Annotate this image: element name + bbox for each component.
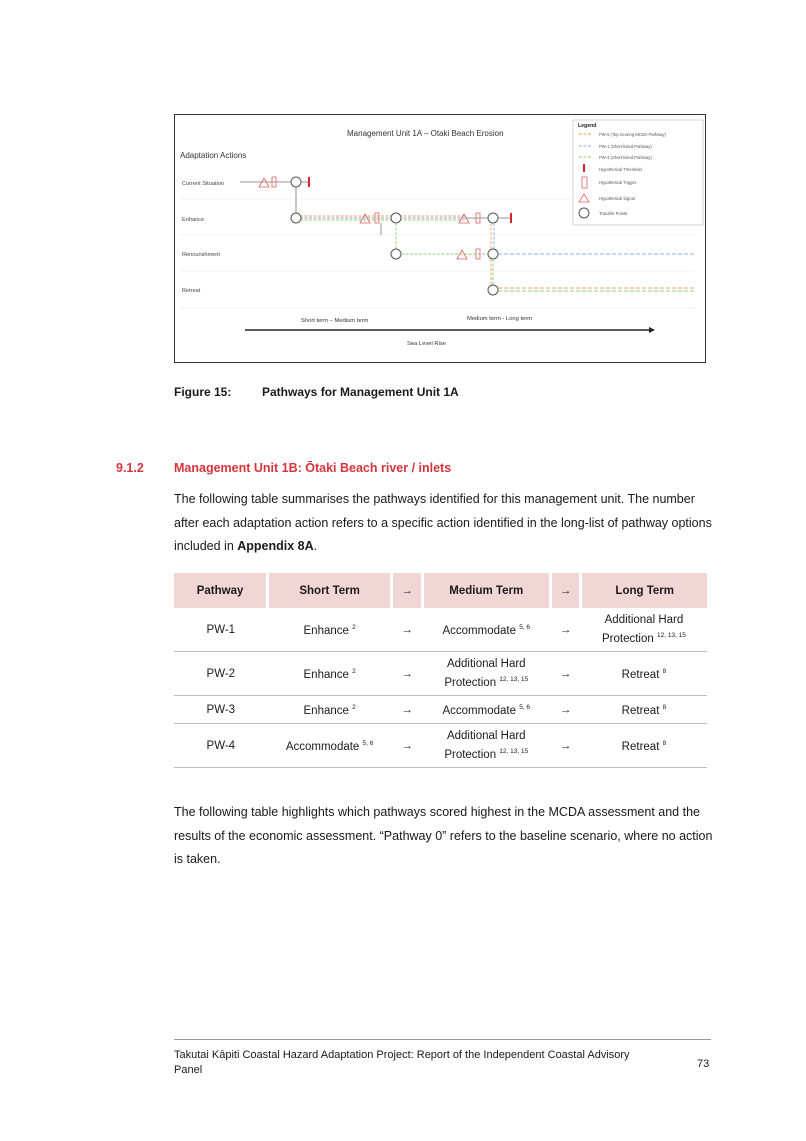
pathways-diagram <box>175 115 705 362</box>
intro-text: The following table summarises the pathways identified for this management unit. The number after each adaptation action refers to a specific action identified in the long-list of pathway options included in <box>174 492 712 553</box>
row-label-retreat: Retreat <box>182 288 201 294</box>
mcda-paragraph: The following table highlights which pathways scored highest in the MCDA assessment and the results of the economic assessment. “Pathway 0” refers to the baseline scenario, where no action is taken. <box>174 805 713 866</box>
cell-medium-term: Additional Hard Protection $^{12, 13, 15}$ <box>422 724 550 768</box>
signal-icon <box>259 178 269 187</box>
pathways-figure <box>174 114 706 363</box>
legend-transfer-icon <box>579 208 589 218</box>
header-arrow: → <box>392 573 423 608</box>
current-situation-path <box>240 177 309 213</box>
intro-end: . <box>313 539 318 553</box>
legend-threshold: Hypothetical Threshold <box>599 167 642 172</box>
cell-arrow: → <box>392 696 423 724</box>
footer-divider <box>174 1039 711 1040</box>
cell-short-term: Enhance $^2$ <box>268 608 392 652</box>
header-long-term: Long Term <box>581 573 707 608</box>
legend-title: Legend <box>578 123 597 129</box>
cell-short-term: Enhance $^2$ <box>268 652 392 696</box>
cell-medium-term: Accommodate $^{5, 6}$ <box>422 608 550 652</box>
table-row <box>174 608 707 652</box>
cell-arrow: → <box>392 652 423 696</box>
cell-long-term: Retreat $^8$ <box>581 696 707 724</box>
renourishment-path <box>391 249 695 285</box>
cell-arrow: → <box>392 608 423 652</box>
actions-heading: Adaptation Actions <box>180 151 247 160</box>
cell-arrow: → <box>550 652 581 696</box>
figure-title: Management Unit 1A – Otaki Beach Erosion <box>347 129 504 138</box>
cell-pathway: PW-2 <box>174 652 268 696</box>
caption-label: Figure 15: <box>174 385 232 399</box>
cell-arrow: → <box>550 608 581 652</box>
axis-caption: Sea Level Rise <box>407 341 446 347</box>
section-number: 9.1.2 <box>116 461 144 475</box>
legend-pw4: PW-4 (Short-listed Pathway) <box>599 155 652 160</box>
legend-transfer: Transfer Points <box>599 211 628 216</box>
axis-right-label: Medium term - Long term <box>467 316 533 322</box>
cell-pathway: PW-3 <box>174 696 268 724</box>
row-label-renourishment: Renourishment <box>182 252 220 258</box>
page-number: 73 <box>697 1058 710 1070</box>
header-medium-term: Medium Term <box>422 573 550 608</box>
header-short-term: Short Term <box>268 573 392 608</box>
section-title: Management Unit 1B: Ōtaki Beach river / inlets <box>174 461 452 475</box>
cell-short-term: Enhance $^2$ <box>268 696 392 724</box>
table-row <box>174 652 707 696</box>
cell-pathway: PW-4 <box>174 724 268 768</box>
header-pathway: Pathway <box>174 573 268 608</box>
row-label-current: Current Situation <box>182 181 224 187</box>
caption-text: Pathways for Management Unit 1A <box>262 385 459 399</box>
legend-trigger: Hypothetical Trigger <box>599 180 637 185</box>
legend-signal: Hypothetical Signal <box>599 196 635 201</box>
cell-medium-term: Accommodate $^{5, 6}$ <box>422 696 550 724</box>
cell-pathway: PW-1 <box>174 608 268 652</box>
row-label-enhance: Enhance <box>182 217 205 223</box>
legend-pw1: PW-1 (Short-listed Pathway) <box>599 144 652 149</box>
cell-arrow: → <box>550 724 581 768</box>
pathways-table <box>174 573 707 768</box>
footer-text: Takutai Kāpiti Coastal Hazard Adaptation Project: Report of the Independent Coastal Advisory Panel <box>174 1049 630 1076</box>
table-header-row <box>174 573 707 608</box>
appendix-reference: Appendix 8A <box>237 539 314 553</box>
legend-pw5: PW-5 (Top Scoring MCDA Pathway) <box>599 132 666 137</box>
cell-long-term: Retreat $^8$ <box>581 652 707 696</box>
table-row <box>174 724 707 768</box>
cell-arrow: → <box>392 724 423 768</box>
cell-arrow: → <box>550 696 581 724</box>
cell-short-term: Accommodate $^{5, 6}$ <box>268 724 392 768</box>
cell-long-term: Retreat $^8$ <box>581 724 707 768</box>
transfer-point-icon <box>291 177 301 187</box>
figure-caption <box>174 385 459 399</box>
figure-legend <box>573 120 703 225</box>
table-row <box>174 696 707 724</box>
cell-medium-term: Additional Hard Protection $^{12, 13, 15}$ <box>422 652 550 696</box>
header-arrow: → <box>550 573 581 608</box>
cell-long-term: Additional Hard Protection $^{12, 13, 15}$ <box>581 608 707 652</box>
intro-paragraph <box>174 488 714 559</box>
retreat-path <box>488 285 695 295</box>
axis-left-label: Short term – Medium term <box>301 318 369 324</box>
